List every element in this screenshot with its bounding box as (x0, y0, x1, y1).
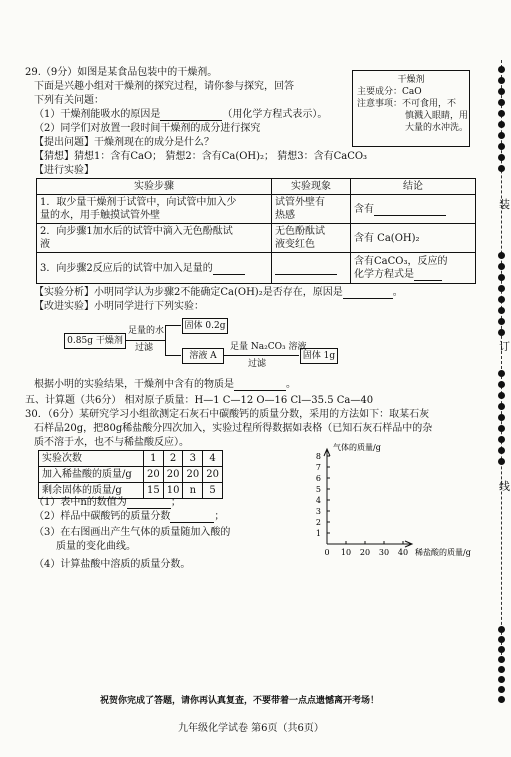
y-axis-label: 气体的质量/g (333, 443, 381, 452)
q29-line2: 下面是兴趣小组对干燥剂的探究过程，请你参与探究，回答 (34, 81, 294, 92)
y-tick-label: 3 (315, 507, 321, 516)
binding-dot (498, 274, 505, 281)
footer-note: 祝贺你完成了答题，请你再认真复查，不要带着一点点遗憾离开考场！ (100, 696, 380, 706)
binding-dot (498, 252, 505, 259)
y-tick-label: 4 (315, 496, 321, 505)
table-row (37, 195, 476, 224)
binding-dot (498, 99, 505, 106)
binding-dot (498, 165, 505, 172)
binding-dot (498, 154, 505, 161)
answer-blank-equation[interactable] (160, 110, 222, 121)
q29-analysis: 【实验分析】小明同学认为步骤2不能确定Ca(OH)₂是否存在，原因是 。 (34, 287, 403, 298)
binding-dot (498, 676, 505, 683)
flow-reagent-label: 足量 Na₂CO₃ 溶液 (230, 342, 307, 352)
y-tick-label: 2 (315, 518, 321, 527)
q29-sub1-hint: （用化学方程式表示）。 (222, 109, 328, 120)
binding-dot (498, 263, 505, 270)
binding-dot (498, 436, 505, 443)
binding-dot (498, 626, 505, 633)
binding-dot (498, 686, 505, 693)
header-step: 实验步骤 (37, 179, 272, 195)
binding-dot (498, 307, 505, 314)
q30-sub1: （1）表中n的数值为 ； (34, 497, 181, 508)
flow-solid-box-2: 固体 1g (300, 348, 338, 364)
observation-cell: 无色酚酞试 液变红色 (272, 224, 351, 253)
answer-blank-substance[interactable] (234, 380, 286, 391)
step-cell: 1．取少量干燥剂于试管中，向试管中加入少 量的水，用手触摸试管外壁 (37, 195, 272, 224)
answer-blank (414, 270, 442, 281)
y-tick-label: 5 (315, 485, 321, 494)
answer-blank (213, 264, 245, 275)
binding-dot (498, 143, 505, 150)
q29-hypothesis: 【猜想】猜想1：含有CaO； 猜想2：含有Ca(OH)₂； 猜想3：含有CaCO₃ (34, 151, 368, 162)
x-tick-label: 20 (359, 548, 371, 557)
flow-solid-box-1: 固体 0.2g (182, 318, 228, 334)
binding-dot (498, 88, 505, 95)
step-cell: 2．向步骤1加水后的试管中滴入无色酚酞试 液 (37, 224, 272, 253)
header-conclusion: 结论 (351, 179, 476, 195)
binding-dot (498, 77, 505, 84)
binding-dot (498, 110, 505, 117)
binding-dot (498, 392, 505, 399)
x-tick-label: 40 (397, 548, 409, 557)
answer-blank-n[interactable] (127, 498, 171, 509)
binding-dot (498, 425, 505, 432)
binding-line (501, 60, 502, 660)
binding-dot (498, 696, 505, 703)
binding-char-2: 订 (499, 340, 510, 353)
binding-char-1: 装 (499, 198, 510, 211)
q29-line1: 29.（9分）如图是某食品包装中的干燥剂。 (25, 67, 218, 78)
y-tick-label: 6 (315, 474, 321, 483)
desiccant-caution-2: 慎溅入眼睛，用 (405, 111, 469, 121)
q30-sub4: （4）计算盐酸中溶质的质量分数。 (34, 559, 191, 570)
table-row (37, 253, 476, 284)
binding-dot (498, 447, 505, 454)
header-observation: 实验现象 (272, 179, 351, 195)
q30-sub3a: （3）在右图画出产生气体的质量随加入酸的 (34, 527, 231, 538)
desiccant-label-title: 干燥剂 (397, 75, 425, 85)
data-table (38, 450, 223, 499)
binding-dot (498, 666, 505, 673)
gas-mass-chart[interactable] (305, 440, 490, 560)
q29-line3: 下列有关问题： (34, 95, 104, 106)
binding-dot (498, 329, 505, 336)
observation-cell: 试管外壁有 热感 (272, 195, 351, 224)
flow-filter-label-2: 过滤 (248, 359, 267, 369)
table-row (37, 224, 476, 253)
binding-dot (498, 636, 505, 643)
desiccant-caution-3: 大量的水冲洗。 (405, 123, 469, 133)
desiccant-label-box (352, 70, 470, 147)
x-tick-label: 10 (340, 548, 352, 557)
binding-dot (498, 318, 505, 325)
x-tick-label: 0 (324, 548, 330, 557)
binding-dot (498, 121, 505, 128)
conclusion-cell: 含有 Ca(OH)₂ (351, 224, 476, 253)
q29-line4 (34, 108, 327, 121)
binding-dot (498, 132, 505, 139)
answer-blank-fraction[interactable] (170, 512, 214, 523)
table-row: 剩余固体的质量/g 15 10 n 5 (39, 483, 223, 499)
binding-dot (498, 403, 505, 410)
binding-dot (498, 285, 505, 292)
flow-water-label: 足量的水 (128, 326, 165, 336)
flow-start-box: 0.85g 干燥剂 (64, 333, 126, 349)
y-tick-label: 1 (315, 529, 321, 538)
observation-cell[interactable] (272, 253, 351, 284)
binding-dot (498, 646, 505, 653)
desiccant-caution-1: 注意事项：不可食用，不 (357, 99, 457, 109)
q29-improved: 【改进实验】小明同学进行下列实验： (34, 301, 204, 312)
q29-line5: （2）同学们对放置一段时间干燥剂的成分进行探究 (34, 123, 261, 134)
q30-sub3b: 质量的变化曲线。 (56, 541, 136, 552)
flow-filter-label-1: 过滤 (135, 343, 154, 353)
q30-line3: 质不溶于水，也不与稀盐酸反应）。 (34, 437, 189, 448)
q29-experiment-heading: 【进行实验】 (34, 165, 94, 176)
table-row: 实验次数 1 2 3 4 (39, 451, 223, 467)
experiment-table (36, 178, 476, 284)
desiccant-ingredient: 主要成分：CaO (357, 87, 422, 97)
q30-sub2: （2）样品中碳酸钙的质量分数 ； (34, 511, 225, 522)
y-tick-label: 8 (315, 452, 321, 461)
binding-dot (498, 296, 505, 303)
answer-blank (275, 264, 337, 275)
binding-dot (498, 656, 505, 663)
conclusion-cell[interactable]: 含有CaCO₃，反应的 化学方程式是 (351, 253, 476, 284)
table-row: 加入稀盐酸的质量/g 20 20 20 20 (39, 467, 223, 483)
q30-line1: 30．（6分）某研究学习小组欲测定石灰石中碳酸钙的质量分数，采用的方法如下：取某石灰 (25, 409, 430, 420)
calc-heading: 五、计算题（共6分） 相对原子质量：H—1 C—12 O—16 Cl—35.5 Ca—40 (25, 395, 374, 406)
x-tick-label: 30 (378, 548, 390, 557)
answer-blank-reason[interactable] (343, 288, 393, 299)
binding-dot (498, 458, 505, 465)
q29-question: 【提出问题】干燥剂现在的成分是什么？ (34, 137, 214, 148)
x-axis-label: 稀盐酸的质量/g (415, 548, 471, 557)
conclusion-cell[interactable]: 含有 (351, 195, 476, 224)
step-cell[interactable]: 3．向步骤2反应后的试管中加入足量的 (37, 253, 272, 284)
footer-page: 九年级化学试卷 第6页（共6页） (178, 723, 324, 734)
answer-blank (374, 205, 446, 216)
q29-sub1-text: （1）干燥剂能吸水的原因是 (34, 109, 161, 120)
y-tick-label: 7 (315, 463, 321, 472)
binding-dot (498, 414, 505, 421)
q29-conclusion: 根据小明的实验结果，干燥剂中含有的物质是 。 (34, 379, 296, 390)
q30-line2: 石样品20g，把80g稀盐酸分四次加入，实验过程所得数据如表格（已知石灰石样品中的杂 (34, 423, 433, 434)
binding-dot (498, 381, 505, 388)
binding-dot (498, 370, 505, 377)
binding-dot (498, 66, 505, 73)
binding-char-3: 线 (499, 480, 510, 493)
flow-solution-box: 溶液 A (182, 348, 224, 364)
